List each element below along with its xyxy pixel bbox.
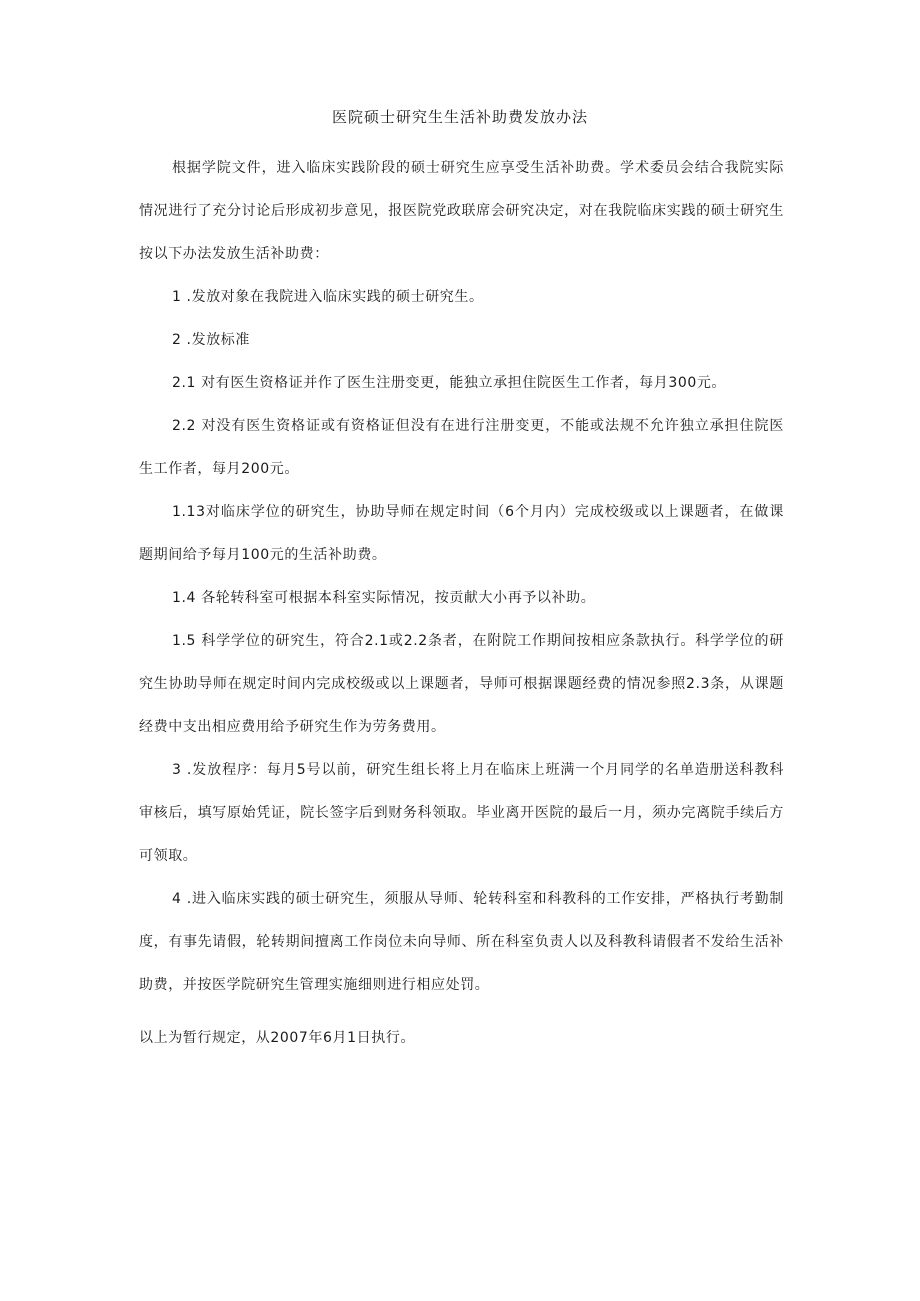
- paragraph-1-13: 1.13对临床学位的研究生，协助导师在规定时间（6个月内）完成校级或以上课题者，在做课题期间给予每月100元的生活补助费。: [139, 504, 784, 563]
- paragraph-2-2: 2.2 对没有医生资格证或有资格证但没有在进行注册变更，不能或法规不允许独立承担住院医生工作者，每月200元。: [139, 418, 784, 477]
- paragraph-2-1: 2.1 对有医生资格证并作了医生注册变更，能独立承担住院医生工作者，每月300元。: [172, 375, 727, 391]
- paragraph-1-5: 1.5 科学学位的研究生，符合2.1或2.2条者，在附院工作期间按相应条款执行。科学学位的研究生协助导师在规定时间内完成校级或以上课题者，导师可根据课题经费的情况参照2.3条，从课题经费中支出相应费用给予研究生作为劳务费用。: [139, 633, 784, 735]
- intro-paragraph: 根据学院文件，进入临床实践阶段的硕士研究生应享受生活补助费。学术委员会结合我院实际情况进行了充分讨论后形成初步意见，报医院党政联席会研究决定，对在我院临床实践的硕士研究生按以下办法发放生活补助费：: [139, 160, 784, 262]
- paragraph-discipline: 4 .进入临床实践的硕士研究生，须服从导师、轮转科室和科教科的工作安排，严格执行考勤制度，有事先请假，轮转期间擅离工作岗位未向导师、所在科室负责人以及科教科请假者不发给生活补助费，并按医学院研究生管理实施细则进行相应处罚。: [139, 891, 784, 993]
- paragraph-1-4: 1.4 各轮转科室可根据本科室实际情况，按贡献大小再予以补助。: [172, 590, 596, 606]
- document-title: 医院硕士研究生生活补助费发放办法: [331, 108, 588, 126]
- paragraph-procedure: 3 .发放程序：每月5号以前，研究生组长将上月在临床上班满一个月同学的名单造册送科教科审核后，填写原始凭证，院长签字后到财务科领取。毕业离开医院的最后一月，须办完离院手续后方可领取。: [139, 762, 784, 864]
- paragraph-standard-heading: 2 .发放标准: [172, 332, 251, 348]
- paragraph-distribution-target: 1 .发放对象在我院进入临床实践的硕士研究生。: [172, 289, 484, 305]
- paragraph-effective-date: 以上为暂行规定，从2007年6月1日执行。: [139, 1030, 416, 1046]
